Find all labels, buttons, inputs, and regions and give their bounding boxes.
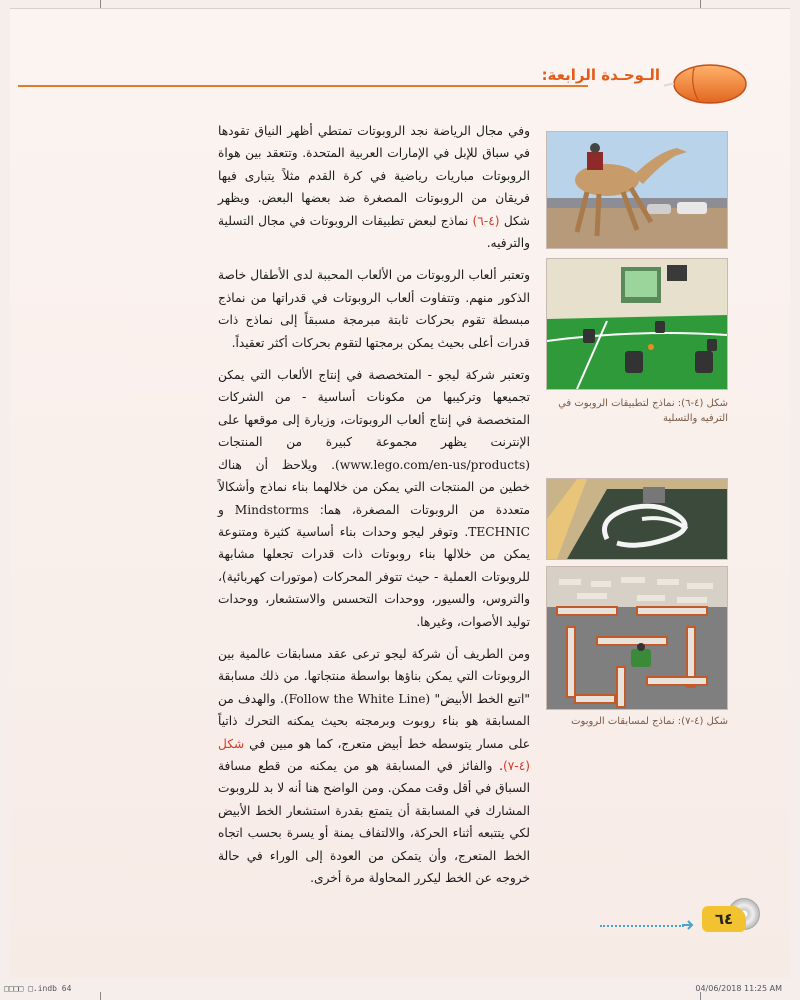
text-span: . والهدف من المسابقة هو بناء روبوت وبرمجته بحيث يمكنه التحرك ذاتياً على مسار يتوسطه خط أبيض متعرج، كما هو مبين في	[218, 691, 530, 751]
text-span: . ويلاحظ أن هناك خطين من المنتجات التي يمكن من خلالهما بناء نماذج وأشكالاً متعددة من الروبوتات المصغرة، هما:	[218, 457, 530, 517]
file-name: □□□□ □.indb 64	[4, 984, 72, 993]
crop-mark	[100, 992, 101, 1000]
figure-ref: شكل (٤-٧)	[218, 736, 530, 773]
crop-mark	[100, 0, 101, 8]
paragraph	[218, 643, 530, 889]
figure-caption: شكل (٤-٦): نماذج لتطبيقات الروبوت في الترفيه والتسلية	[558, 398, 728, 424]
crop-mark	[700, 992, 701, 1000]
url-text: (www.lego.com/en-us/products)	[335, 457, 530, 472]
brand-mindstorms: Mindstorms	[234, 502, 309, 517]
paragraph	[218, 364, 530, 633]
text-span: ومن الطريف أن شركة ليجو ترعى عقد مسابقات عالمية بين الروبوتات التي يمكن بناؤها بواسطة منتجاتها. من ذلك مسابقة "اتبع الخط الأبيض"	[218, 646, 531, 706]
english-title: (Follow the White Line)	[283, 691, 431, 706]
dotted-arrow-line	[600, 925, 684, 927]
body-text	[218, 120, 530, 899]
paragraph	[218, 120, 530, 254]
unit-title: الـوحـدة الرابعة:	[541, 66, 660, 84]
maze-photo	[546, 566, 728, 710]
figure-ref: (٤-٦)	[472, 213, 500, 228]
crop-mark	[700, 0, 701, 8]
print-timestamp: 04/06/2018 11:25 AM	[695, 984, 782, 993]
robot-soccer-photo	[546, 258, 728, 390]
text-span: وتعتبر ألعاب الروبوتات من الألعاب المحببة لدى الأطفال خاصة الذكور منهم. وتتفاوت ألعاب الروبوتات في قدراتها من نماذج مبسطة تقوم بحركات ثابتة مبرمجة مسبقاً إلى نماذج ذات قدرات أعلى بحيث يمكن برمجتها لتقوم بحركات أكثر تعقيداً.	[218, 268, 530, 350]
page-edge-top	[10, 8, 790, 9]
arrow-right-icon	[680, 918, 696, 932]
brand-technic: TECHNIC	[468, 524, 530, 539]
paragraph	[218, 264, 530, 354]
computer-mouse-icon	[664, 60, 748, 106]
camel-race-photo	[546, 131, 728, 249]
text-span: وتعتبر شركة ليجو - المتخصصة في إنتاج الألعاب التي يمكن تجميعها وتركيبها من مكونات أساسية - من الشركات المتخصصة في إنتاج ألعاب الروبوتات، وزيارة إلى موقعها على الإنترنت يظهر مجموعة كبيرة من المنتجات	[218, 368, 530, 450]
figure-caption: شكل (٤-٧): نماذج لمسابقات الروبوت	[571, 716, 728, 727]
page-number: ٦٤	[702, 906, 746, 932]
header-rule	[18, 85, 588, 87]
text-span: و	[218, 502, 224, 517]
text-span: وفي مجال الرياضة نجد الروبوتات تمتطي أظهر النياق تقودها في سباق للإبل في الإمارات العربية المتحدة. وتتعقد بين هواة الروبوتات مباريات رياضية في كرة القدم مثلاً يتبارى فيها فريقان من الروبوتات المصغرة ضد بعضها البعض. ويظهر شكل	[218, 124, 531, 228]
text-span: . وتوفر ليجو وحدات بناء أساسية كثيرة ومتنوعة يمكن من خلالها بناء روبوتات ذات قدرات تجعلها مشابهة للروبوتات العملية - حيث تتوفر المحركات (موتورات كهربائية)، والتروس، والسيور، ووحدات التحسس والاستشعار، ووحدات توليد الأصوات، وغيرها.	[218, 524, 530, 629]
text-span: نماذج لبعض تطبيقات الروبوتات في مجال التسلية والترفيه.	[218, 213, 530, 251]
text-span: . والفائز في المسابقة هو من يمكنه من قطع مسافة السباق في أقل وقت ممكن. ومن الواضح هنا أنه لا بد للروبوت المشارك في المسابقة أن يتمتع بقدرة استشعار الخط الأبيض لكي يتتبعه أثناء الحركة، والالتفاف يمنة أو يسرة بحسب اتجاه الخط المتعرج، وأن يتمكن من العودة إلى الوراء في حالة خروجه عن الخط ليكرر المحاولة مرة أخرى.	[218, 758, 530, 885]
line-track-photo	[546, 478, 728, 560]
